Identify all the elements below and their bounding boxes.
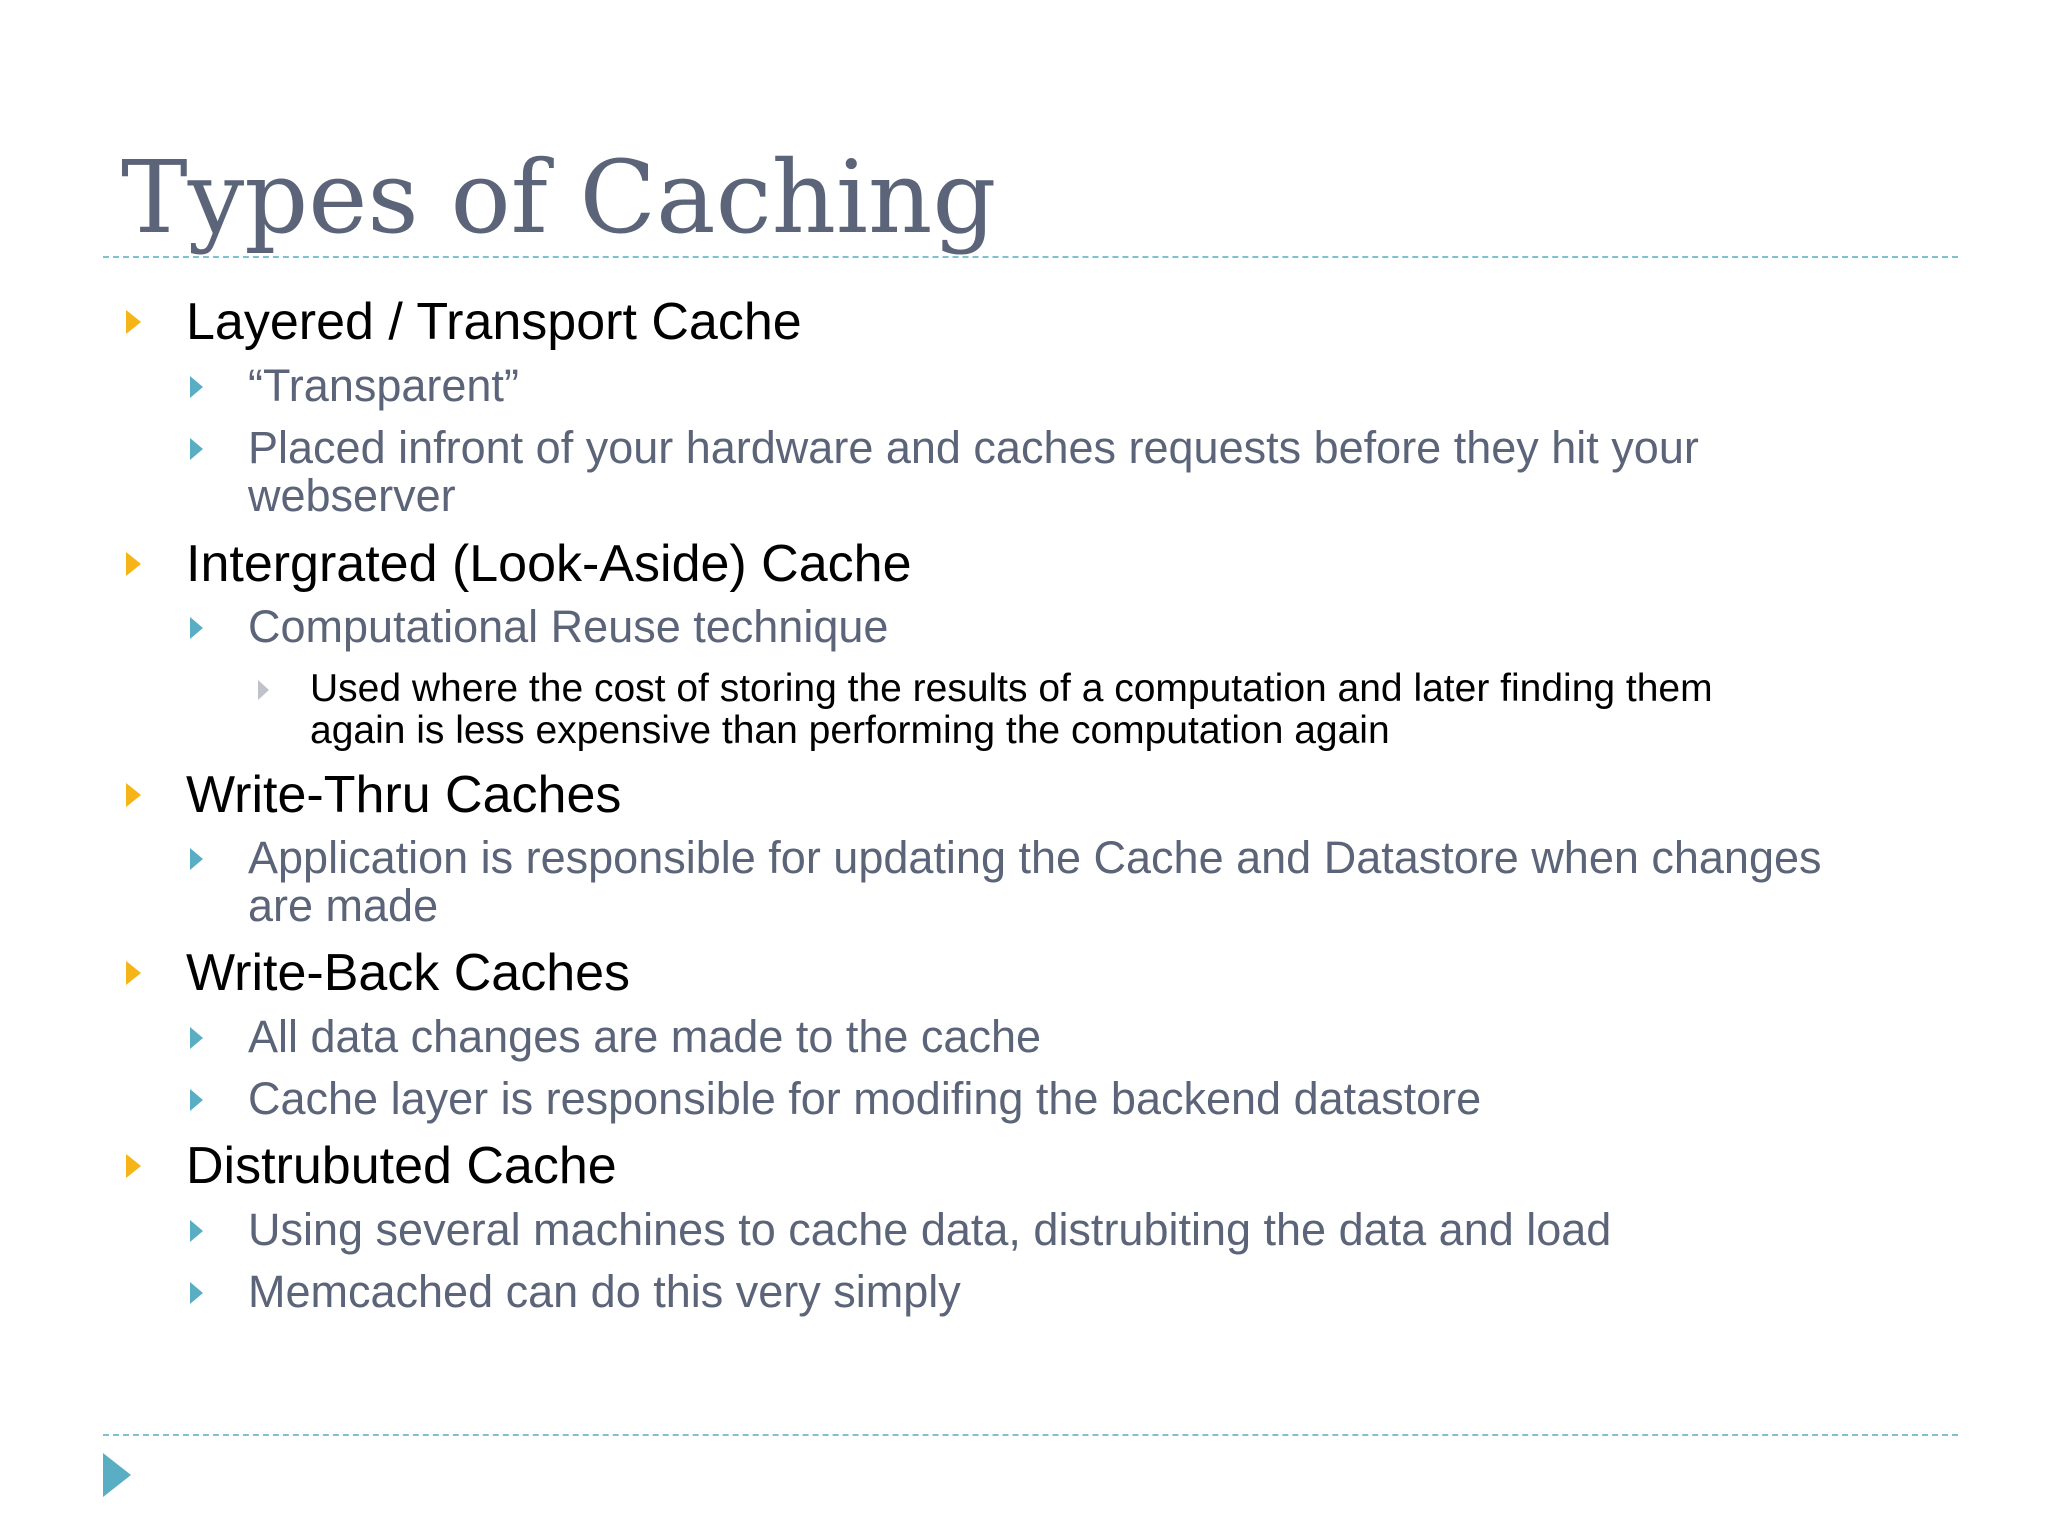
bullet-arrow-icon [126,310,141,334]
sub-bullet-text: Memcached can do this very simply [248,1266,961,1317]
sub-bullet-arrow-icon [190,1282,203,1304]
next-slide-arrow-icon[interactable] [103,1453,131,1497]
footer-divider [103,1434,1958,1436]
sub-bullet-text: Application is responsible for updating the Cache and Datastore when changes [248,832,1822,883]
sub-bullet-using-several-machines [248,1206,1611,1254]
sub-bullet-arrow-icon [190,617,203,639]
bullet-arrow-icon [126,783,141,807]
sub-bullet-memcached [248,1268,961,1316]
bullet-text: Write-Thru Caches [186,766,622,824]
bullet-layered-transport-cache [186,294,802,350]
bullet-arrow-icon [126,961,141,985]
sub-bullet-arrow-icon [190,376,203,398]
sub-bullet-text: Placed infront of your hardware and caches requests before they hit your [248,422,1699,473]
bullet-distributed-cache [186,1138,617,1194]
sub-bullet-arrow-icon [190,1089,203,1111]
sub-bullet-computational-reuse [248,603,888,651]
bullet-arrow-icon [126,552,141,576]
sub-bullet-placed-infront [248,424,1699,520]
bullet-integrated-look-aside-cache [186,536,912,592]
sub-sub-bullet-arrow-icon [258,680,269,700]
bullet-text: Layered / Transport Cache [186,293,802,351]
bullet-arrow-icon [126,1154,141,1178]
sub-bullet-text-continued: are made [248,880,439,931]
sub-sub-bullet-text-continued: again is less expensive than performing the computation again [310,709,1390,752]
bullet-write-thru-caches [186,767,621,823]
sub-bullet-arrow-icon [190,438,203,460]
sub-bullet-all-data-changes [248,1013,1041,1061]
sub-bullet-text: “Transparent” [248,360,519,411]
sub-bullet-arrow-icon [190,1220,203,1242]
sub-bullet-arrow-icon [190,1027,203,1049]
sub-bullet-transparent [248,362,519,410]
sub-bullet-cache-layer-responsible [248,1075,1481,1123]
sub-sub-bullet-text: Used where the cost of storing the results of a computation and later finding them [310,667,1713,710]
bullet-text: Intergrated (Look-Aside) Cache [186,535,912,593]
bullet-text: Write-Back Caches [186,944,631,1002]
sub-sub-bullet-used-where [310,668,1713,752]
sub-bullet-arrow-icon [190,848,203,870]
slide-title: Types of Caching [121,139,997,256]
sub-bullet-text: Computational Reuse technique [248,601,889,652]
bullet-write-back-caches [186,945,630,1001]
sub-bullet-text: Using several machines to cache data, distrubiting the data and load [248,1204,1612,1255]
sub-bullet-text: Cache layer is responsible for modifing the backend datastore [248,1073,1482,1124]
sub-bullet-application-responsible [248,834,1822,930]
sub-bullet-text: All data changes are made to the cache [248,1011,1042,1062]
sub-bullet-text-continued: webserver [248,470,456,521]
bullet-text: Distrubuted Cache [186,1137,617,1195]
